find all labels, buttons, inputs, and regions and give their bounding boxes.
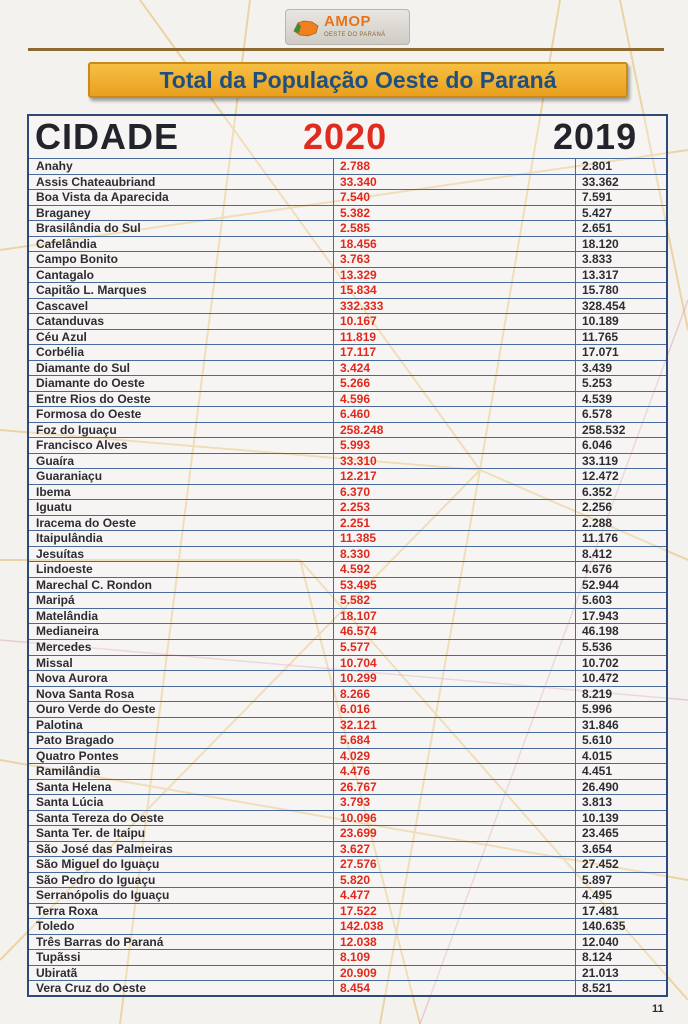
population-2019: 17.481 [582, 903, 619, 918]
population-2020: 5.820 [340, 872, 371, 887]
population-2020: 5.993 [340, 438, 371, 453]
population-2019: 4.676 [582, 562, 613, 577]
table-row [29, 670, 666, 686]
table-row [29, 499, 666, 515]
city-name: Terra Roxa [36, 903, 98, 918]
population-2019: 2.288 [582, 515, 613, 530]
city-name: Medianeira [36, 624, 99, 639]
population-2020: 7.540 [340, 190, 371, 205]
city-name: Ibema [36, 484, 71, 499]
population-2020: 3.424 [340, 360, 371, 375]
population-2019: 5.603 [582, 593, 613, 608]
city-name: Ubiratã [36, 965, 78, 980]
population-2020: 10.299 [340, 671, 377, 686]
city-name: Três Barras do Paraná [36, 934, 164, 949]
city-name: Ramilândia [36, 764, 101, 779]
table-row [29, 763, 666, 779]
population-2020: 8.266 [340, 686, 371, 701]
population-2020: 2.253 [340, 500, 371, 515]
city-name: Assis Chateaubriand [36, 174, 156, 189]
population-2020: 26.767 [340, 779, 377, 794]
population-2020: 33.310 [340, 453, 377, 468]
table-row [29, 980, 666, 996]
population-2019: 4.539 [582, 391, 613, 406]
population-2019: 2.651 [582, 221, 613, 236]
table-row [29, 174, 666, 190]
population-2019: 6.046 [582, 438, 613, 453]
population-2019: 4.451 [582, 764, 613, 779]
table-row [29, 934, 666, 950]
population-2019: 8.219 [582, 686, 613, 701]
city-name: Entre Rios do Oeste [36, 391, 151, 406]
population-2019: 3.439 [582, 360, 613, 375]
city-name: Toledo [36, 919, 75, 934]
city-name: Matelândia [36, 608, 99, 623]
population-2019: 12.040 [582, 934, 619, 949]
population-2020: 27.576 [340, 857, 377, 872]
population-2020: 12.038 [340, 934, 377, 949]
table-row [29, 686, 666, 702]
population-2020: 32.121 [340, 717, 377, 732]
table-row [29, 329, 666, 345]
city-name: Iracema do Oeste [36, 515, 137, 530]
city-name: Vera Cruz do Oeste [36, 981, 147, 996]
header-divider [28, 48, 664, 51]
header-2019: 2019 [553, 116, 638, 157]
city-name: São Pedro do Iguaçu [36, 872, 156, 887]
city-name: Capitão L. Marques [36, 283, 147, 298]
population-2020: 2.251 [340, 515, 371, 530]
city-name: Nova Santa Rosa [36, 686, 135, 701]
city-name: Guaíra [36, 453, 75, 468]
population-2019: 3.813 [582, 795, 613, 810]
logo-brand: AMOP [324, 13, 371, 30]
header-city: CIDADE [35, 116, 180, 157]
population-2020: 5.684 [340, 733, 371, 748]
city-name: Cascavel [36, 298, 89, 313]
table-row [29, 841, 666, 857]
population-2019: 5.897 [582, 872, 613, 887]
population-2020: 10.167 [340, 314, 377, 329]
population-2020: 53.495 [340, 577, 377, 592]
population-2020: 258.248 [340, 422, 384, 437]
population-2020: 5.577 [340, 639, 371, 654]
city-name: Santa Tereza do Oeste [36, 810, 164, 825]
city-name: Serranópolis do Iguaçu [36, 888, 170, 903]
table-row [29, 313, 666, 329]
table-row [29, 856, 666, 872]
population-2019: 3.833 [582, 252, 613, 267]
table-row [29, 189, 666, 205]
population-2019: 4.015 [582, 748, 613, 763]
population-2020: 8.109 [340, 950, 371, 965]
city-name: Catanduvas [36, 314, 105, 329]
city-name: Ouro Verde do Oeste [36, 702, 156, 717]
table-row [29, 949, 666, 965]
table-row [29, 561, 666, 577]
population-2020: 6.370 [340, 484, 371, 499]
population-2019: 6.352 [582, 484, 613, 499]
city-name: Maripá [36, 593, 75, 608]
population-2019: 3.654 [582, 841, 613, 856]
population-2020: 8.454 [340, 981, 371, 996]
city-name: Iguatu [36, 500, 72, 515]
table-row [29, 748, 666, 764]
table-row [29, 298, 666, 314]
population-2019: 15.780 [582, 283, 619, 298]
city-name: Cantagalo [36, 267, 95, 282]
city-name: Diamante do Oeste [36, 376, 145, 391]
population-2019: 33.362 [582, 174, 619, 189]
population-2020: 6.016 [340, 702, 371, 717]
population-2019: 10.139 [582, 810, 619, 825]
parana-map-icon [292, 17, 320, 39]
city-name: Palotina [36, 717, 83, 732]
population-2020: 6.460 [340, 407, 371, 422]
table-body [29, 158, 666, 996]
population-2020: 11.385 [340, 531, 377, 546]
city-name: Missal [36, 655, 73, 670]
population-2019: 27.452 [582, 857, 619, 872]
table-row [29, 872, 666, 888]
table-row [29, 484, 666, 500]
population-2020: 18.456 [340, 236, 377, 251]
population-2020: 8.330 [340, 546, 371, 561]
table-row [29, 220, 666, 236]
table-row [29, 391, 666, 407]
population-2019: 2.256 [582, 500, 613, 515]
table-row [29, 825, 666, 841]
population-2019: 23.465 [582, 826, 619, 841]
population-2020: 5.582 [340, 593, 371, 608]
city-name: Marechal C. Rondon [36, 577, 153, 592]
table-row [29, 701, 666, 717]
population-2020: 4.477 [340, 888, 371, 903]
table-row [29, 375, 666, 391]
population-2019: 12.472 [582, 469, 619, 484]
population-2020: 46.574 [340, 624, 377, 639]
population-2019: 5.996 [582, 702, 613, 717]
city-name: Jesuítas [36, 546, 85, 561]
city-name: Nova Aurora [36, 671, 108, 686]
population-2019: 17.943 [582, 608, 619, 623]
population-2020: 2.585 [340, 221, 371, 236]
population-2020: 142.038 [340, 919, 384, 934]
table-row [29, 360, 666, 376]
population-2019: 7.591 [582, 190, 613, 205]
population-2019: 11.176 [582, 531, 619, 546]
population-2020: 4.029 [340, 748, 371, 763]
population-2020: 20.909 [340, 965, 377, 980]
table-row [29, 422, 666, 438]
population-2019: 258.532 [582, 422, 626, 437]
population-2019: 10.702 [582, 655, 619, 670]
population-2020: 4.596 [340, 391, 371, 406]
population-2020: 12.217 [340, 469, 377, 484]
population-2020: 5.382 [340, 205, 371, 220]
city-name: Formosa do Oeste [36, 407, 142, 422]
population-2019: 8.412 [582, 546, 613, 561]
population-2019: 17.071 [582, 345, 619, 360]
city-name: Lindoeste [36, 562, 93, 577]
population-2020: 4.476 [340, 764, 371, 779]
city-name: Brasilândia do Sul [36, 221, 141, 236]
city-name: Braganey [36, 205, 91, 220]
population-2019: 21.013 [582, 965, 619, 980]
city-name: Santa Ter. de Itaipu [36, 826, 146, 841]
city-name: Campo Bonito [36, 252, 118, 267]
population-2020: 33.340 [340, 174, 377, 189]
table-row [29, 530, 666, 546]
population-2020: 13.329 [340, 267, 377, 282]
city-name: Foz do Iguaçu [36, 422, 117, 437]
city-name: Corbélia [36, 345, 85, 360]
table-row [29, 639, 666, 655]
city-name: Diamante do Sul [36, 360, 131, 375]
city-name: Tupãssi [36, 950, 81, 965]
population-2019: 8.521 [582, 981, 613, 996]
table-row [29, 406, 666, 422]
table-row [29, 515, 666, 531]
city-name: Anahy [36, 159, 73, 173]
population-2020: 3.763 [340, 252, 371, 267]
table-row [29, 794, 666, 810]
population-2020: 3.793 [340, 795, 371, 810]
city-name: Itaipulândia [36, 531, 103, 546]
city-name: Guaraniaçu [36, 469, 103, 484]
table-row [29, 236, 666, 252]
page-title: Total da População Oeste do Paraná [159, 66, 557, 93]
city-name: Céu Azul [36, 329, 87, 344]
population-2019: 328.454 [582, 298, 626, 313]
table-row [29, 344, 666, 360]
population-2019: 33.119 [582, 453, 619, 468]
table-row [29, 623, 666, 639]
table-row [29, 608, 666, 624]
population-2019: 31.846 [582, 717, 619, 732]
logo-subtitle: OESTE DO PARANÁ [324, 32, 386, 38]
population-2019: 18.120 [582, 236, 619, 251]
population-2019: 6.578 [582, 407, 613, 422]
population-2019: 5.427 [582, 205, 613, 220]
table-row [29, 655, 666, 671]
table-row [29, 918, 666, 934]
page-number: 11 [652, 1003, 664, 1015]
table-row [29, 965, 666, 981]
city-name: Francisco Alves [36, 438, 128, 453]
table-row [29, 282, 666, 298]
table-row [29, 779, 666, 795]
amop-logo [285, 9, 410, 45]
population-2019: 140.635 [582, 919, 626, 934]
table-row [29, 437, 666, 453]
city-name: Mercedes [36, 639, 92, 654]
population-2020: 332.333 [340, 298, 384, 313]
population-2019: 11.765 [582, 329, 619, 344]
table-row [29, 468, 666, 484]
city-name: São José das Palmeiras [36, 841, 173, 856]
city-name: Santa Helena [36, 779, 112, 794]
table-row [29, 205, 666, 221]
header-2020: 2020 [303, 116, 388, 157]
population-2019: 2.801 [582, 159, 613, 173]
population-2019: 52.944 [582, 577, 619, 592]
city-name: Boa Vista da Aparecida [36, 190, 169, 205]
population-2019: 5.610 [582, 733, 613, 748]
population-2019: 4.495 [582, 888, 613, 903]
table-row [29, 453, 666, 469]
table-row [29, 810, 666, 826]
city-name: Santa Lúcia [36, 795, 104, 810]
population-2020: 17.522 [340, 903, 377, 918]
table-row [29, 887, 666, 903]
table-row [29, 158, 666, 174]
table-row [29, 251, 666, 267]
table-row [29, 267, 666, 283]
population-2020: 11.819 [340, 329, 377, 344]
population-2020: 3.627 [340, 841, 371, 856]
city-name: Quatro Pontes [36, 748, 119, 763]
population-2020: 5.266 [340, 376, 371, 391]
table-row [29, 577, 666, 593]
title-banner [88, 62, 628, 98]
population-2019: 10.472 [582, 671, 619, 686]
population-2020: 10.704 [340, 655, 377, 670]
population-2019: 5.536 [582, 639, 613, 654]
population-2020: 4.592 [340, 562, 371, 577]
population-2020: 17.117 [340, 345, 377, 360]
city-name: São Miguel do Iguaçu [36, 857, 160, 872]
population-2020: 18.107 [340, 608, 377, 623]
city-name: Pato Bragado [36, 733, 115, 748]
population-2019: 26.490 [582, 779, 619, 794]
population-2020: 23.699 [340, 826, 377, 841]
population-2019: 46.198 [582, 624, 619, 639]
population-2019: 10.189 [582, 314, 619, 329]
population-table [27, 114, 668, 997]
table-row [29, 732, 666, 748]
city-name: Cafelândia [36, 236, 97, 251]
table-row [29, 592, 666, 608]
population-2019: 13.317 [582, 267, 619, 282]
population-2020: 15.834 [340, 283, 377, 298]
population-2020: 10.096 [340, 810, 377, 825]
table-row [29, 717, 666, 733]
population-2019: 8.124 [582, 950, 613, 965]
table-row [29, 903, 666, 919]
population-2020: 2.788 [340, 159, 371, 173]
table-row [29, 546, 666, 562]
population-2019: 5.253 [582, 376, 613, 391]
